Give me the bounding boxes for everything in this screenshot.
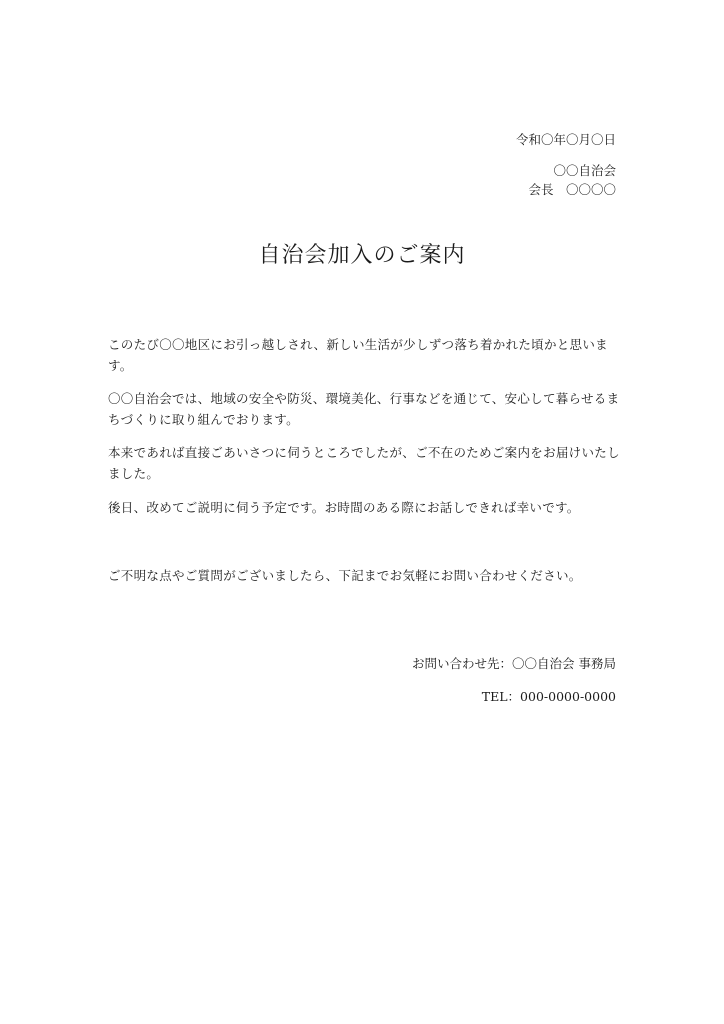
sender-president: 会長 〇〇〇〇 — [528, 182, 616, 197]
paragraph-text: 後日、改めてご説明に伺う予定です。お時間のある際にお話しできれば幸いです。 — [108, 500, 580, 515]
paragraph-text: このたび〇〇地区にお引っ越しされ、新しい生活が少しずつ落ち着かれた頃かと思います。 — [108, 337, 608, 373]
paragraph-greeting — [108, 334, 620, 376]
paragraph-text: ご不明な点やご質問がございましたら、下記までお気軽にお問い合わせください。 — [108, 568, 582, 583]
paragraph-absence — [108, 442, 620, 484]
contact-info: お問い合わせ先：〇〇自治会 事務局 — [412, 656, 616, 671]
document-title: 自治会加入のご案内 — [258, 243, 466, 268]
paragraph-text: 本来であれば直接ごあいさつに伺うところでしたが、ご不在のためご案内をお届けいたしました。 — [108, 445, 620, 481]
paragraph-text: 〇〇自治会では、地域の安全や防災、環境美化、行事などを通じて、安心して暮らせるまちづくりに取り組んでおります。 — [108, 391, 620, 427]
paragraph-visit-plan — [108, 497, 620, 518]
document-date: 令和〇年〇月〇日 — [515, 132, 616, 147]
contact-phone: TEL：000-0000-0000 — [481, 689, 616, 704]
paragraph-activities — [108, 388, 620, 430]
paragraph-inquiry — [108, 565, 620, 586]
sender-organization: 〇〇自治会 — [553, 163, 616, 178]
